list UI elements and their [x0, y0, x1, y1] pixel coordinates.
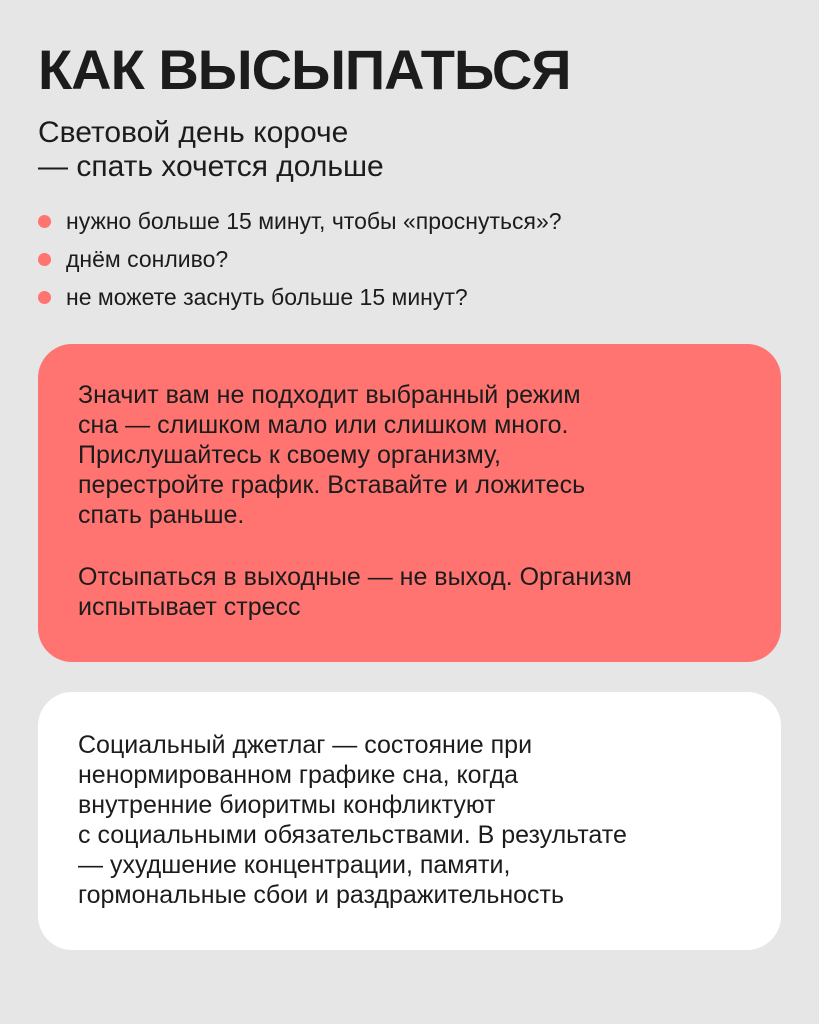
question-item — [38, 240, 562, 278]
definition-line: с социальными обязательствами. В результате — [78, 821, 627, 849]
question-item — [38, 278, 562, 316]
subtitle — [38, 116, 384, 184]
definition-card — [38, 692, 781, 950]
definition-line: гормональные сбои и раздражительность — [78, 881, 565, 909]
advice-line: сна — слишком мало или слишком много. — [78, 411, 569, 439]
advice-line: испытывает стресс — [78, 593, 301, 621]
question-text: не можете заснуть больше 15 минут? — [66, 284, 468, 310]
definition-line: Социальный джетлаг — состояние при — [78, 731, 533, 759]
page-title: КАК ВЫСЫПАТЬСЯ — [38, 38, 571, 101]
definition-paragraph — [78, 730, 751, 910]
definition-line: — ухудшение концентрации, памяти, — [78, 851, 511, 879]
bullet-dot-icon — [38, 253, 51, 266]
bullet-dot-icon — [38, 291, 51, 304]
bullet-dot-icon — [38, 215, 51, 228]
advice-line: Прислушайтесь к своему организму, — [78, 441, 501, 469]
advice-paragraph — [78, 562, 751, 622]
advice-line: спать раньше. — [78, 501, 245, 529]
definition-line: ненормированном графике сна, когда — [78, 761, 519, 789]
advice-line: Отсыпаться в выходные — не выход. Организм — [78, 563, 632, 591]
question-item — [38, 202, 562, 240]
question-text: днём сонливо? — [66, 246, 229, 272]
advice-card — [38, 344, 781, 662]
advice-paragraph — [78, 380, 751, 530]
advice-line: Значит вам не подходит выбранный режим — [78, 381, 581, 409]
subtitle-line: Световой день короче — [38, 116, 349, 149]
advice-line: перестройте график. Вставайте и ложитесь — [78, 471, 586, 499]
question-text: нужно больше 15 минут, чтобы «проснуться»? — [66, 208, 562, 234]
question-list — [38, 202, 562, 316]
subtitle-line: — спать хочется дольше — [38, 150, 384, 183]
definition-line: внутренние биоритмы конфликтуют — [78, 791, 496, 819]
